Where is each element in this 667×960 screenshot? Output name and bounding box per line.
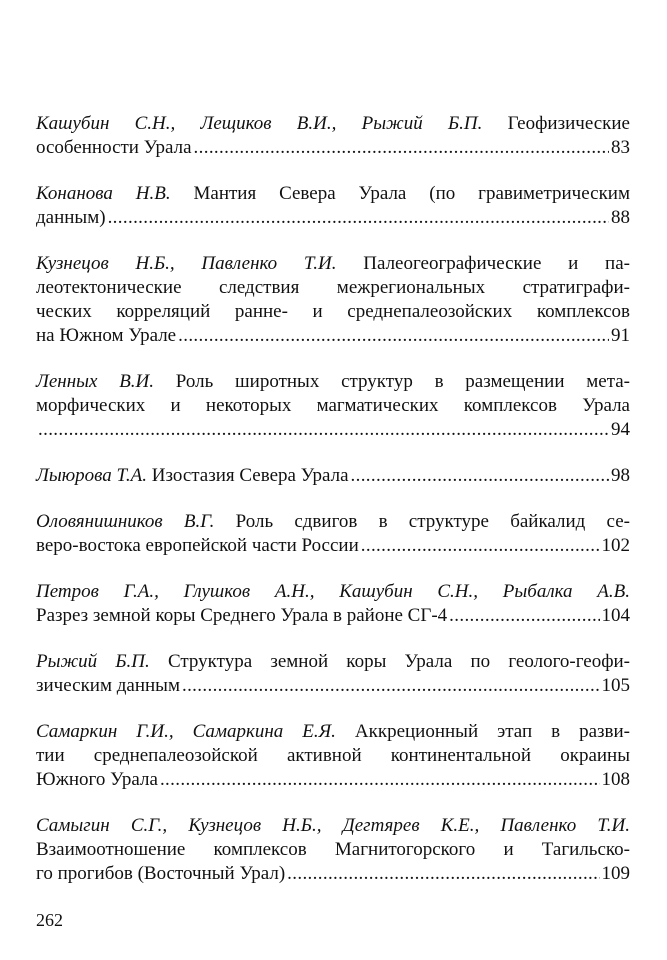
- toc-entry: [36, 252, 630, 348]
- toc-line: [36, 276, 630, 300]
- toc-entry: [36, 464, 630, 488]
- toc-line: [36, 324, 630, 348]
- toc-line: [36, 136, 630, 160]
- toc-line: [36, 862, 630, 886]
- entry-title-text: Мантия Севера Урала (по гравиметрическим: [170, 183, 630, 204]
- entry-title-text: Взаимоотношение комплексов Магнитогорского и Тагильско-: [36, 839, 630, 860]
- dot-leader: [194, 136, 609, 160]
- dot-leader: [38, 418, 609, 442]
- entry-page-number: 108: [601, 769, 630, 790]
- entry-authors: Рыжий Б.П.: [36, 651, 150, 672]
- entry-page-number: 105: [601, 675, 630, 696]
- entry-title-text: Разрез земной коры Среднего Урала в районе СГ-4: [36, 605, 448, 626]
- page-number: 262: [36, 910, 63, 930]
- toc-entry: [36, 580, 630, 628]
- entry-authors: Лыюрова Т.А.: [36, 465, 147, 486]
- entry-title-text: Изостазия Севера Урала: [146, 465, 349, 486]
- entry-title-text: на Южном Урале: [36, 325, 177, 346]
- entry-page-number: 88: [611, 207, 630, 228]
- entry-title-text: Южного Урала: [36, 769, 158, 790]
- entry-title-text: Роль сдвигов в структуре байкалид се-: [214, 511, 630, 532]
- toc-line: [36, 744, 630, 768]
- entry-title-text: леотектонические следствия межрегиональных стратиграфи-: [36, 277, 630, 298]
- toc-line: [36, 814, 630, 838]
- toc-entry: [36, 510, 630, 558]
- toc-line: [36, 394, 630, 418]
- dot-leader: [108, 206, 609, 230]
- entry-authors: Петров Г.А., Глушков А.Н., Кашубин С.Н., Рыбалка А.В.: [36, 581, 630, 602]
- toc-line: [36, 580, 630, 604]
- toc-line: [36, 838, 630, 862]
- toc-entry: [36, 112, 630, 160]
- entry-title-text: Структура земной коры Урала по геолого-геофи-: [149, 651, 630, 672]
- toc-line: [36, 720, 630, 744]
- entry-page-number: 109: [601, 863, 630, 884]
- toc-line: [36, 206, 630, 230]
- toc-entry: [36, 650, 630, 698]
- toc-line: [36, 418, 630, 442]
- entry-page-number: 98: [611, 465, 630, 486]
- toc-line: [36, 604, 630, 628]
- entry-title-text: морфических и некоторых магматических комплексов Урала: [36, 395, 630, 416]
- dot-leader: [351, 464, 610, 488]
- entry-authors: Оловянишников В.Г.: [36, 511, 215, 532]
- entry-authors: Самыгин С.Г., Кузнецов Н.Б., Дегтярев К.Е., Павленко Т.И.: [36, 815, 630, 836]
- entry-title-text: зическим данным: [36, 675, 180, 696]
- toc-entry: [36, 182, 630, 230]
- entry-page-number: 104: [601, 605, 630, 626]
- entry-page-number: 94: [611, 419, 630, 440]
- entry-title-text: данным): [36, 207, 106, 228]
- dot-leader: [449, 604, 599, 628]
- entry-page-number: 91: [611, 325, 630, 346]
- dot-leader: [178, 324, 609, 348]
- toc-line: [36, 252, 630, 276]
- entry-title-text: Геофизические: [482, 113, 630, 134]
- entry-title-text: Палеогеографические и па-: [336, 253, 630, 274]
- dot-leader: [287, 862, 599, 886]
- entry-title-text: го прогибов (Восточный Урал): [36, 863, 286, 884]
- toc-entry: [36, 814, 630, 886]
- dot-leader: [182, 674, 600, 698]
- toc-line: [36, 300, 630, 324]
- table-of-contents: [36, 112, 630, 908]
- toc-line: [36, 464, 630, 488]
- entry-authors: Конанова Н.В.: [36, 183, 171, 204]
- entry-title-text: веро-востока европейской части России: [36, 535, 359, 556]
- entry-title-text: тии среднепалеозойской активной континентальной окраины: [36, 745, 630, 766]
- entry-page-number: 83: [611, 137, 630, 158]
- entry-title-text: особенности Урала: [36, 137, 192, 158]
- entry-authors: Кузнецов Н.Б., Павленко Т.И.: [36, 253, 337, 274]
- toc-line: [36, 768, 630, 792]
- entry-page-number: 102: [601, 535, 630, 556]
- entry-authors: Ленных В.И.: [36, 371, 155, 392]
- dot-leader: [361, 534, 600, 558]
- toc-line: [36, 112, 630, 136]
- dot-leader: [160, 768, 600, 792]
- toc-entry: [36, 370, 630, 442]
- toc-line: [36, 370, 630, 394]
- toc-line: [36, 182, 630, 206]
- toc-line: [36, 534, 630, 558]
- toc-line: [36, 510, 630, 534]
- toc-entry: [36, 720, 630, 792]
- entry-authors: Кашубин С.Н., Лещиков В.И., Рыжий Б.П.: [36, 113, 483, 134]
- entry-title-text: Роль широтных структур в размещении мета-: [154, 371, 631, 392]
- entry-authors: Самаркин Г.И., Самаркина Е.Я.: [36, 721, 336, 742]
- toc-line: [36, 650, 630, 674]
- toc-line: [36, 674, 630, 698]
- entry-title-text: ческих корреляций ранне- и среднепалеозойских комплексов: [36, 301, 630, 322]
- entry-title-text: Аккреционный этап в разви-: [335, 721, 630, 742]
